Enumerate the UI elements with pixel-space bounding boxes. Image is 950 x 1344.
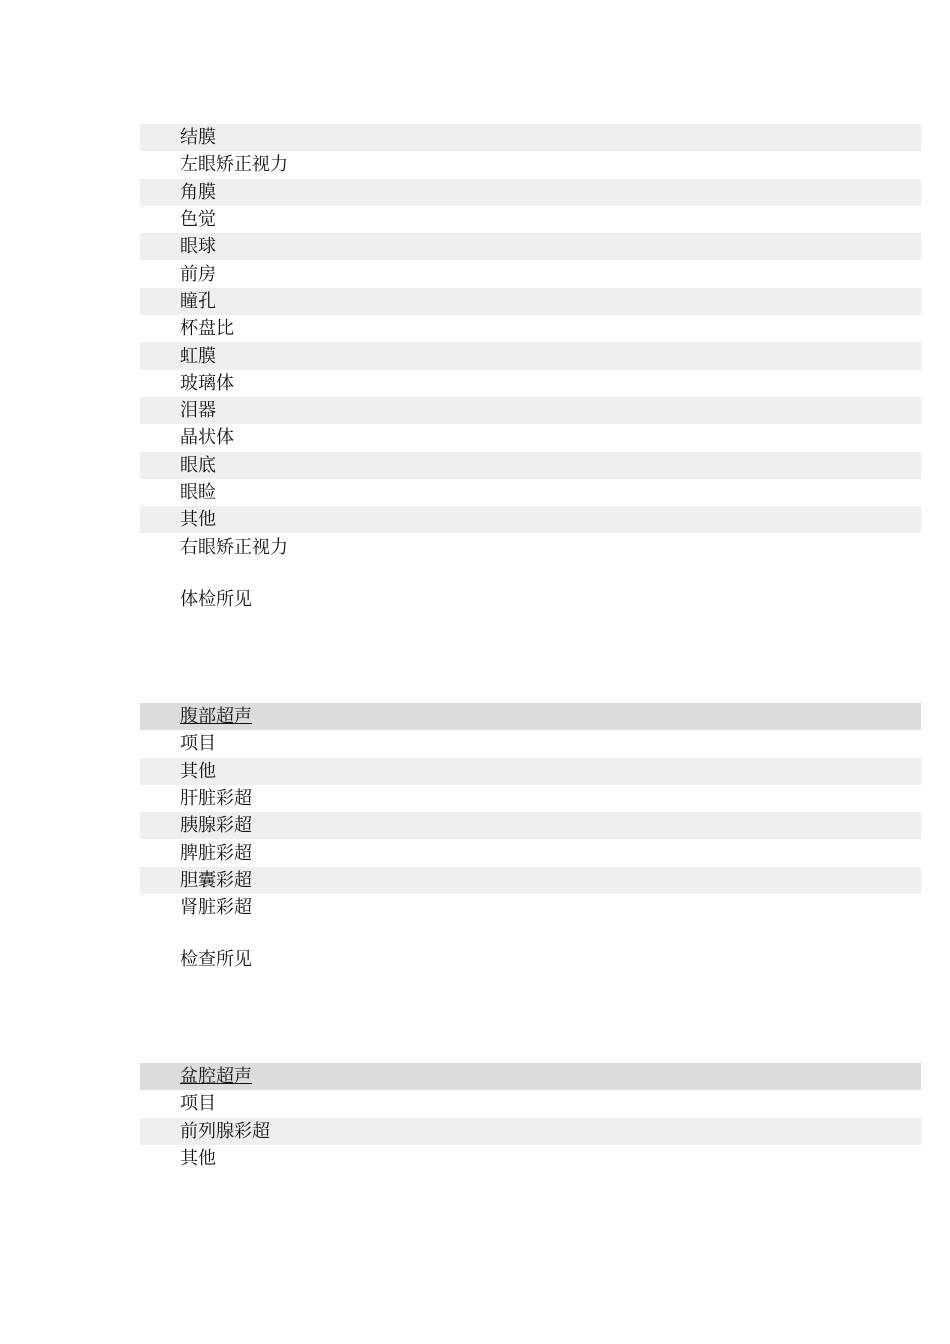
row-value [452, 1145, 921, 1172]
table-row [140, 151, 921, 178]
row-label: 前列腺彩超 [180, 1120, 270, 1142]
table-row [140, 533, 921, 560]
table-row [140, 1118, 921, 1145]
row-label: 其他 [180, 760, 216, 782]
table-row [140, 867, 921, 894]
table-row [140, 124, 921, 151]
row-value [452, 785, 921, 812]
row-label: 色觉 [180, 209, 216, 231]
row-value [452, 812, 921, 839]
row-label: 杯盘比 [180, 318, 234, 340]
table-row [140, 260, 921, 287]
row-label: 其他 [180, 1148, 216, 1170]
row-label: 玻璃体 [180, 372, 234, 394]
row-value [452, 506, 921, 533]
row-label: 眼睑 [180, 482, 216, 503]
table-row [140, 758, 921, 785]
eye-exam-table [140, 124, 921, 561]
row-label: 胆囊彩超 [180, 869, 252, 891]
row-label: 眼球 [180, 236, 216, 258]
row-value [452, 260, 921, 287]
row-value [452, 315, 921, 342]
row-value [452, 124, 921, 151]
section-header [140, 703, 921, 730]
table-row [140, 479, 921, 506]
row-label: 脾脏彩超 [180, 842, 252, 864]
table-row [140, 1090, 921, 1117]
row-value [452, 533, 921, 560]
row-value [452, 758, 921, 785]
row-label: 项目 [180, 1093, 216, 1115]
table-row [140, 370, 921, 397]
row-value [452, 730, 921, 757]
table-row [140, 730, 921, 757]
row-label: 前房 [180, 263, 216, 285]
row-label: 泪器 [180, 400, 216, 422]
table-row [140, 233, 921, 260]
row-label: 晶状体 [180, 427, 234, 449]
section-header [140, 1063, 921, 1090]
row-value [452, 370, 921, 397]
pelvic-ultrasound-table [140, 1063, 921, 1172]
table-row [140, 839, 921, 866]
row-value [452, 233, 921, 260]
row-label: 结膜 [180, 127, 216, 149]
section-title: 腹部超声 [180, 706, 252, 728]
abdominal-ultrasound-table [140, 703, 921, 921]
row-value [452, 839, 921, 866]
row-value [452, 452, 921, 479]
row-label: 其他 [180, 509, 216, 531]
table-row [140, 397, 921, 424]
row-label: 胰腺彩超 [180, 815, 252, 837]
row-value [452, 894, 921, 921]
row-value [452, 151, 921, 178]
row-value [452, 479, 921, 506]
row-label: 瞳孔 [180, 290, 216, 312]
table-row [140, 342, 921, 369]
row-label: 肝脏彩超 [180, 788, 252, 810]
row-value [452, 1118, 921, 1145]
row-label: 虹膜 [180, 345, 216, 367]
row-value [452, 424, 921, 451]
row-value [452, 397, 921, 424]
row-label: 角膜 [180, 181, 216, 203]
row-label: 眼底 [180, 454, 216, 476]
findings-label: 检查所见 [180, 949, 252, 970]
row-label: 左眼矫正视力 [180, 154, 288, 176]
row-label: 右眼矫正视力 [180, 536, 288, 558]
findings-label: 体检所见 [180, 589, 252, 610]
row-value [452, 342, 921, 369]
table-row [140, 288, 921, 315]
table-row [140, 1145, 921, 1172]
table-row [140, 424, 921, 451]
row-value [452, 206, 921, 233]
row-value [452, 288, 921, 315]
row-value [452, 1090, 921, 1117]
table-row [140, 812, 921, 839]
row-value [452, 867, 921, 894]
table-row [140, 785, 921, 812]
table-row [140, 894, 921, 921]
table-row [140, 452, 921, 479]
table-row [140, 506, 921, 533]
row-label: 项目 [180, 733, 216, 755]
row-label: 肾脏彩超 [180, 897, 252, 919]
table-row [140, 315, 921, 342]
table-row [140, 179, 921, 206]
section-title: 盆腔超声 [180, 1066, 252, 1088]
table-row [140, 206, 921, 233]
row-value [452, 179, 921, 206]
